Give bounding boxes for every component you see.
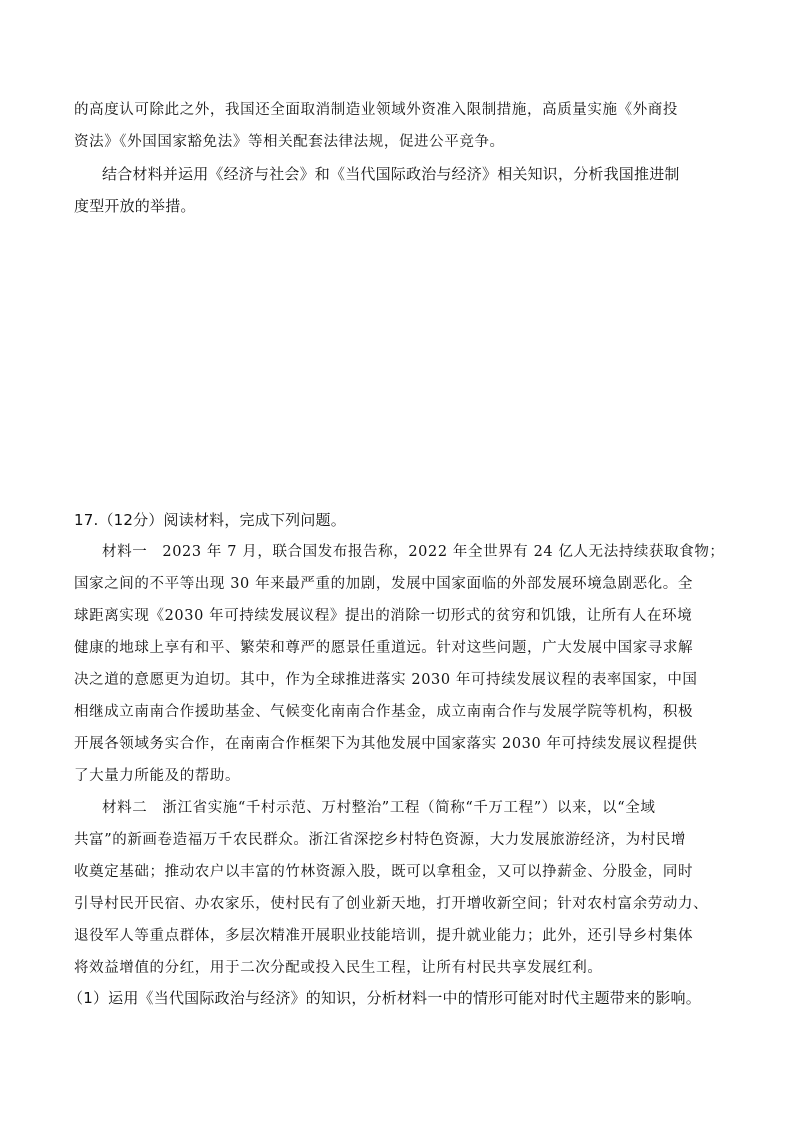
material-2-line: 退役军人等重点群体，多层次精准开展职业技能培训，提升就业能力；此外，还引导乡村集体 (74, 928, 694, 944)
material-1-line: 开展各领域务实合作，在南南合作框架下为其他发展中国家落实 2030 年可持续发展议程提供 (74, 736, 698, 752)
material-2-line: 材料二 浙江省实施“千村示范、万村整治”工程（简称“千万工程”）以来，以“全域 (102, 800, 656, 816)
top-material-line-1: 的高度认可除此之外，我国还全面取消制造业领域外资准入限制措施，高质量实施《外商投 (74, 102, 678, 118)
material-1-line: 决之道的意愿更为迫切。其中，作为全球推进落实 2030 年可持续发展议程的表率国家，中国 (74, 672, 698, 688)
material-1-line: 相继成立南南合作援助基金、气候变化南南合作基金，成立南南合作与发展学院等机构，积极 (74, 704, 694, 720)
material-1-line: 健康的地球上享有和平、繁荣和尊严的愿景任重道远。针对这些问题，广大发展中国家寻求解 (74, 640, 694, 656)
material-2-line: 收奠定基础；推动农户以丰富的竹林资源入股，既可以拿租金，又可以挣薪金、分股金，同时 (74, 864, 694, 880)
material-1-line: 国家之间的不平等出现 30 年来最严重的加剧，发展中国家面临的外部发展环境急剧恶化。全 (74, 576, 693, 592)
material-1-line: 了大量力所能及的帮助。 (74, 768, 241, 784)
material-2-line: 引导村民开民宿、办农家乐，使村民有了创业新天地，打开增收新空间；针对农村富余劳动力、 (74, 896, 709, 912)
question-17-sub-1: （1）运用《当代国际政治与经济》的知识，分析材料一中的情形可能对时代主题带来的影响。 (68, 989, 701, 1007)
question-16-prompt-line-1: 结合材料并运用《经济与社会》和《当代国际政治与经济》相关知识，分析我国推进制 (102, 165, 680, 183)
material-2-line: 共富”的新画卷造福万千农民群众。浙江省深挖乡村特色资源，大力发展旅游经济，为村民增 (74, 832, 687, 848)
material-2-line: 将效益增值的分红，用于二次分配或投入民生工程，让所有村民共享发展红利。 (74, 960, 603, 976)
material-1-line: 球距离实现《2030 年可持续发展议程》提出的消除一切形式的贫穷和饥饿，让所有人在环境 (74, 608, 693, 624)
question-16-prompt-line-2: 度型开放的举措。 (74, 197, 196, 215)
question-17-heading: 17.（12分）阅读材料，完成下列问题。 (74, 511, 346, 529)
top-material-line-2: 资法》《外国国家豁免法》等相关配套法律法规，促进公平竞争。 (74, 134, 505, 150)
material-1-line: 材料一 2023 年 7 月，联合国发布报告称，2022 年全世界有 24 亿人无法持续获取食物； (102, 544, 725, 560)
